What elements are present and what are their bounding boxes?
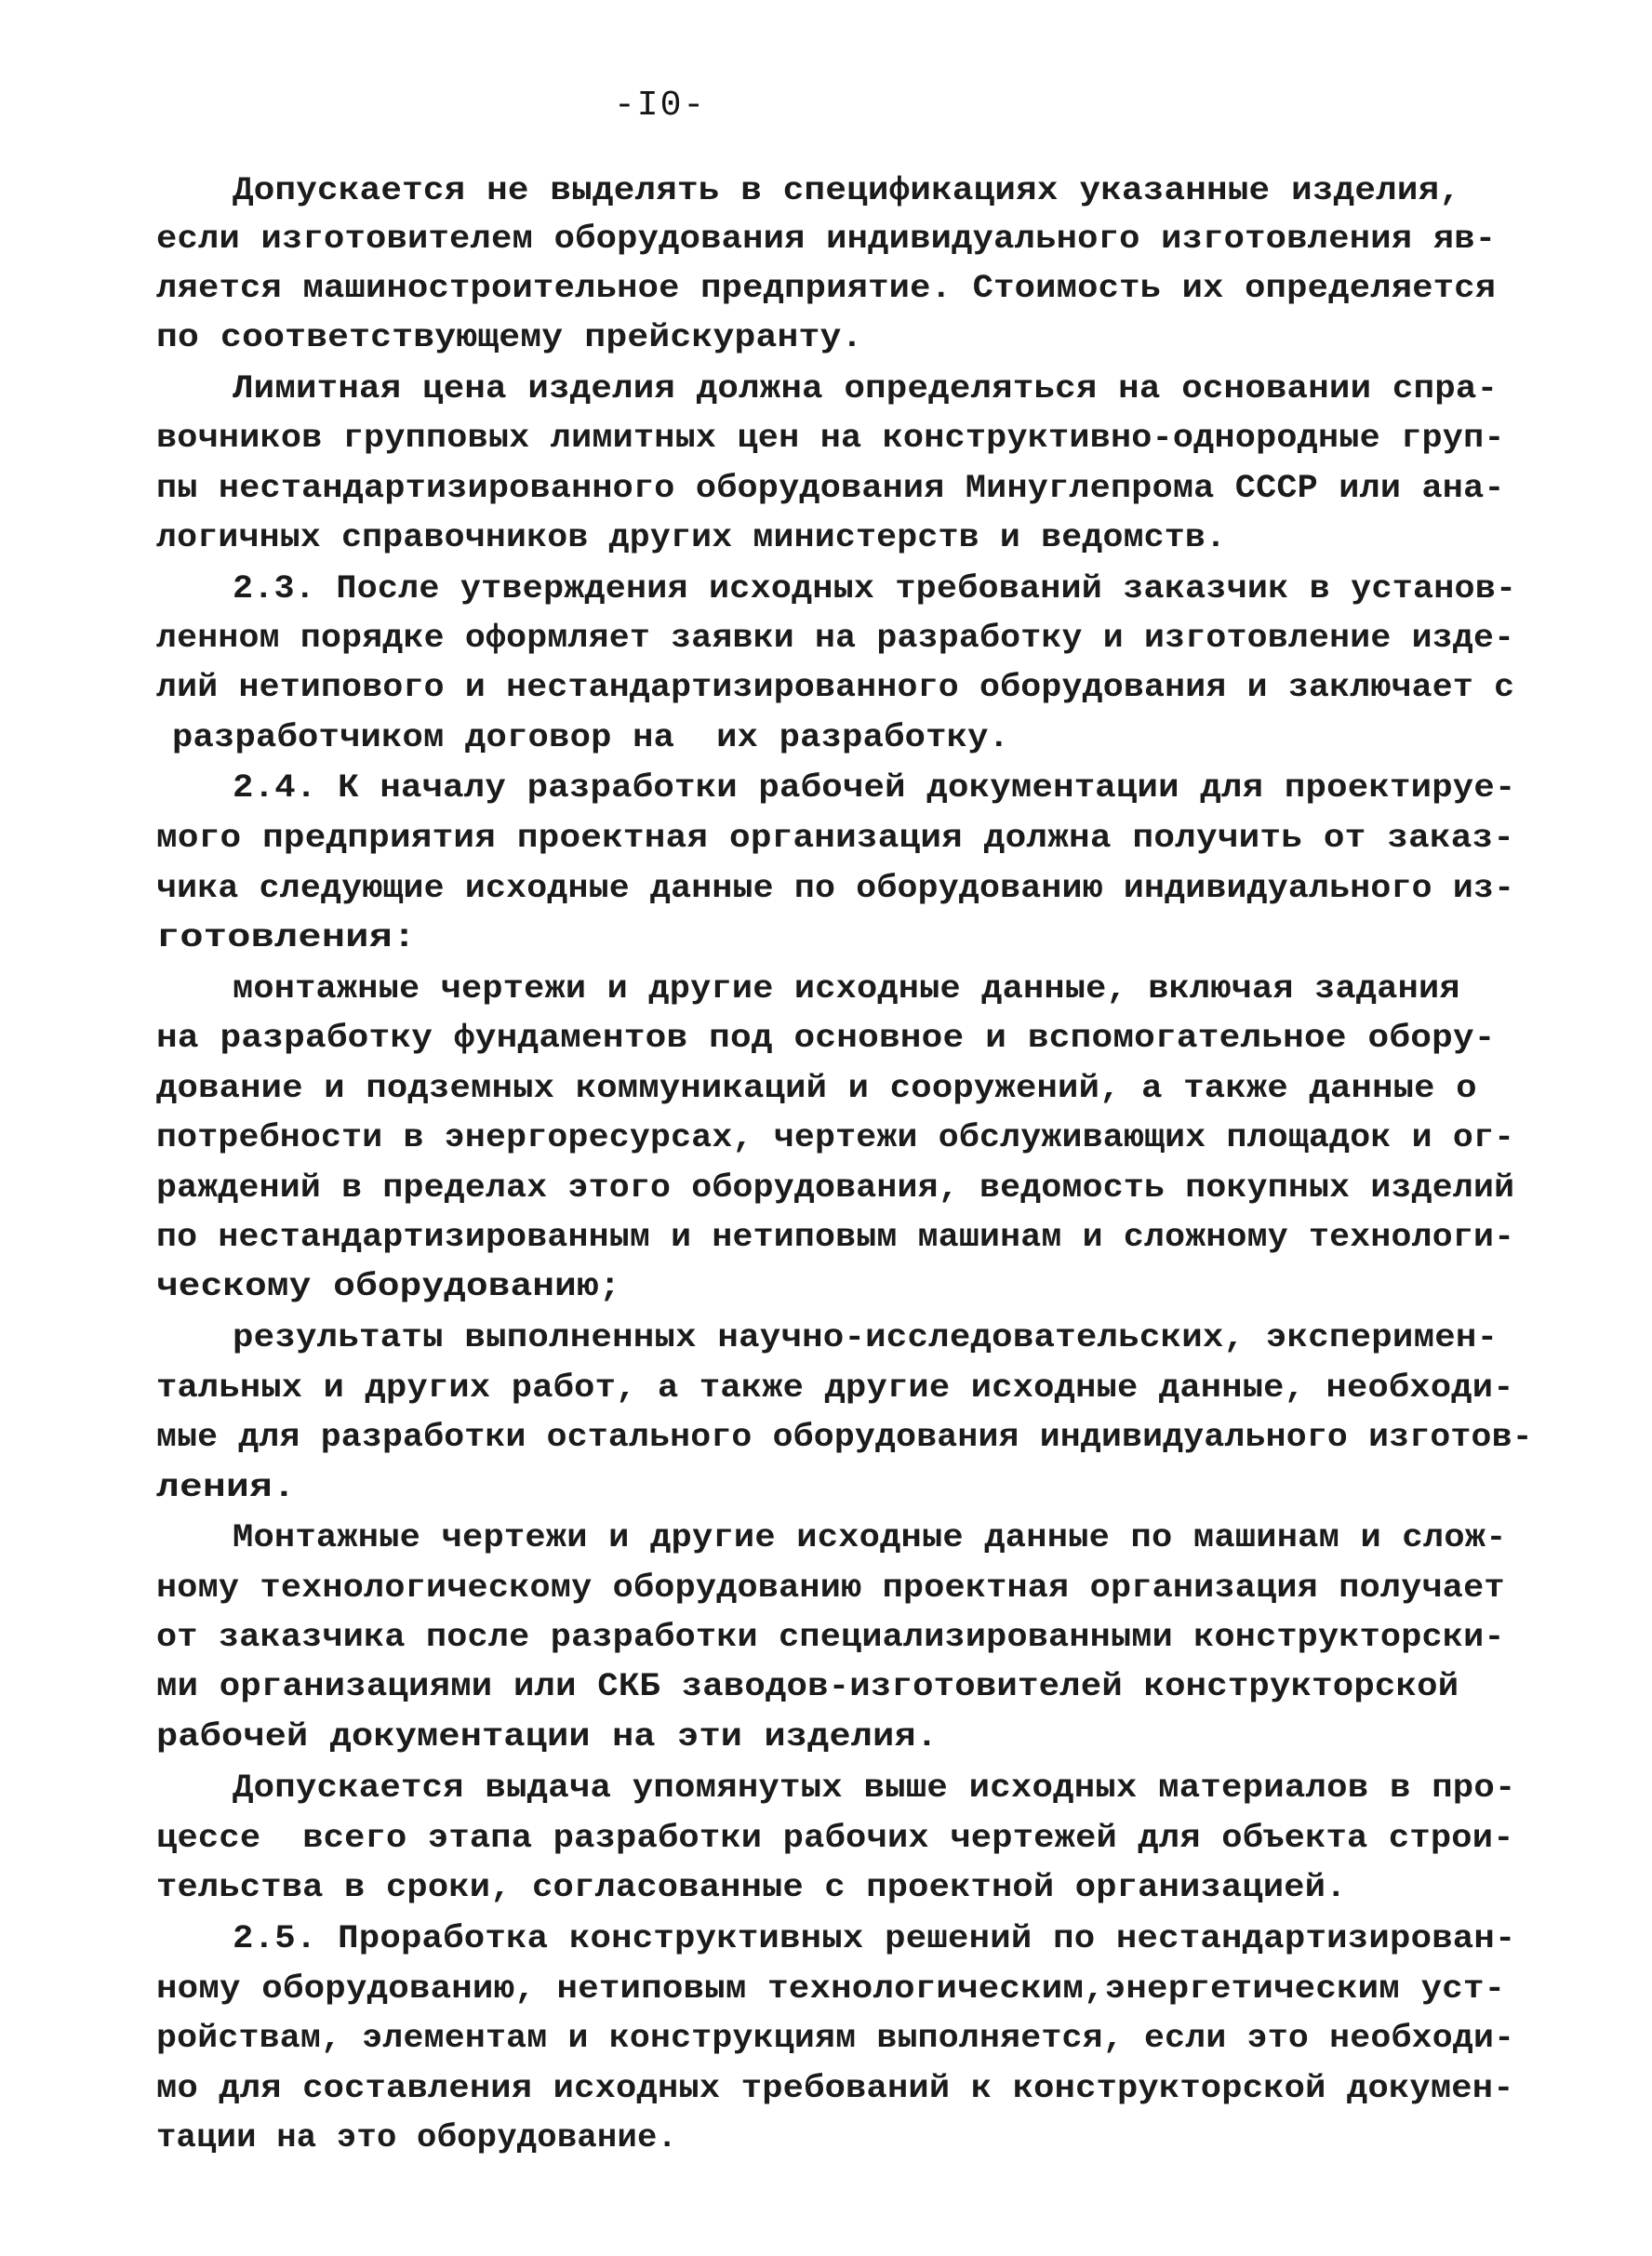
text-line: ному оборудованию, нетиповым технологическим,энергетическим уст-	[156, 1969, 1506, 2008]
text-line: от заказчика после разработки специализированными конструкторски-	[156, 1618, 1505, 1656]
text-line: Допускается не выделять в спецификациях указанные изделия,	[233, 171, 1461, 209]
text-line: вочников групповых лимитных цен на конструктивно-однородные груп-	[156, 419, 1505, 457]
text-line: потребности в энергоресурсах, чертежи обслуживающих площадок и ог-	[156, 1118, 1515, 1156]
text-line: дование и подземных коммуникаций и сооружений, а также данные о	[156, 1069, 1477, 1107]
text-line: ми организациями или СКБ заводов-изготовителей конструкторской	[156, 1667, 1459, 1705]
text-line: по нестандартизированным и нетиповым машинам и сложному технологи-	[156, 1218, 1515, 1256]
text-line: монтажные чертежи и другие исходные данные, включая задания	[233, 969, 1460, 1008]
text-line: тации на это оборудование.	[156, 2118, 678, 2156]
text-line: 2.3. После утверждения исходных требований заказчик в установ-	[233, 569, 1517, 607]
page-number: -I0-	[614, 86, 707, 126]
text-line: ному технологическому оборудованию проектная организация получает	[156, 1569, 1505, 1607]
text-line: Лимитная цена изделия должна определяться на основании спра-	[233, 369, 1499, 407]
text-line: тальных и других работ, а также другие исходные данные, необходи-	[156, 1368, 1514, 1407]
text-line: результаты выполненных научно-исследовательских, эксперимен-	[233, 1318, 1499, 1356]
text-line: раждений в пределах этого оборудования, ведомость покупных изделий	[156, 1168, 1515, 1207]
text-line: логичных справочников других министерств и ведомств.	[156, 518, 1227, 556]
text-line: разработчиком договор на их разработку.	[172, 718, 1010, 756]
text-line: Монтажные чертежи и другие исходные данные по машинам и слож-	[233, 1518, 1507, 1556]
text-line: ройствам, элементам и конструкциям выполняется, если это необходи-	[156, 2019, 1515, 2057]
text-line: цессе всего этапа разработки рабочих чертежей для объекта строи-	[156, 1819, 1514, 1857]
text-line: чика следующие исходные данные по оборудованию индивидуального из-	[156, 869, 1515, 907]
text-line: рабочей документации на эти изделия.	[156, 1717, 939, 1755]
text-line: ления.	[156, 1468, 297, 1506]
text-line: Допускается выдача упомянутых выше исходных материалов в про-	[233, 1769, 1516, 1807]
text-line: на разработку фундаментов под основное и вспомогательное обору-	[156, 1019, 1496, 1057]
text-line: 2.5. Проработка конструктивных решений по нестандартизирован-	[233, 1919, 1516, 1957]
text-line: мые для разработки остального оборудования индивидуального изготов-	[156, 1418, 1533, 1456]
text-line: если изготовителем оборудования индивидуального изготовления яв-	[156, 220, 1497, 258]
text-line: пы нестандартизированного оборудования Минуглепрома СССР или ана-	[156, 469, 1505, 507]
text-line: тельства в сроки, согласованные с проектной организацией.	[156, 1868, 1347, 1906]
text-line: ляется машиностроительное предприятие. Стоимость их определяется	[156, 269, 1497, 307]
text-line: ческому оборудованию;	[156, 1267, 621, 1305]
text-line: мого предприятия проектная организация должна получить от заказ-	[156, 819, 1515, 857]
text-line: ленном порядке оформляет заявки на разработку и изготовление изде-	[156, 619, 1515, 657]
text-line: лий нетипового и нестандартизированного оборудования и заключает с	[156, 668, 1515, 706]
text-line: 2.4. К началу разработки рабочей документации для проектируе-	[233, 768, 1516, 807]
text-line: готовления:	[156, 918, 417, 956]
text-line: по соответствующему прейскуранту.	[156, 318, 863, 356]
text-line: мо для составления исходных требований к конструкторской докумен-	[156, 2069, 1514, 2107]
